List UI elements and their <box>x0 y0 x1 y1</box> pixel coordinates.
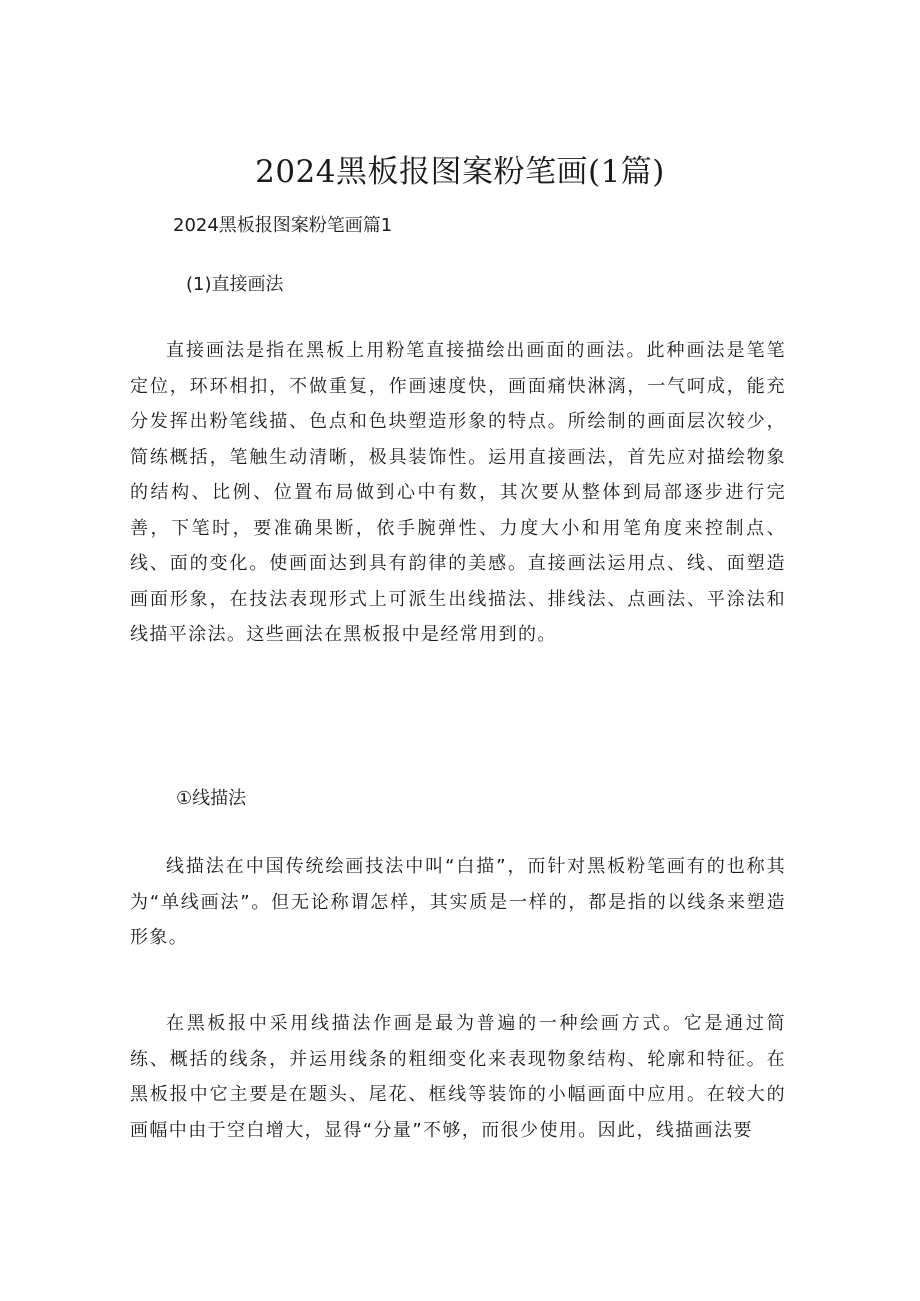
subheading-direct-method: (1)直接画法 <box>186 274 284 295</box>
paragraph-line-drawing-intro: 线描法在中国传统绘画技法中叫“白描”，而针对黑板粉笔画有的也称其为“单线画法”。但无论称谓怎样，其实质是一样的，都是指的以线条来塑造形象。 <box>130 856 786 948</box>
section-heading: 2024黑板报图案粉笔画篇1 <box>173 215 393 236</box>
paragraph-line-drawing-usage: 在黑板报中采用线描法作画是最为普遍的一种绘画方式。它是通过简练、概括的线条，并运用线条的粗细变化来表现物象结构、轮廓和特征。在黑板报中它主要是在题头、尾花、框线等装饰的小幅画面中应用。在较大的画幅中由于空白增大，显得“分量”不够，而很少使用。因此，线描画法要 <box>130 1013 786 1141</box>
subheading-line-drawing: ①线描法 <box>176 788 247 809</box>
paragraph-direct-method: 直接画法是指在黑板上用粉笔直接描绘出画面的画法。此种画法是笔笔定位，环环相扣，不做重复，作画速度快，画面痛快淋漓，一气呵成，能充分发挥出粉笔线描、色点和色块塑造形象的特点。所绘制的画面层次较少，简练概括，笔触生动清晰，极具装饰性。运用直接画法，首先应对描绘物象的结构、比例、位置布局做到心中有数，其次要从整体到局部逐步进行完善，下笔时，要准确果断，依手腕弹性、力度大小和用笔角度来控制点、线、面的变化。使画面达到具有韵律的美感。直接画法运用点、线、面塑造画面形象，在技法表现形式上可派生出线描法、排线法、点画法、平涂法和线描平涂法。这些画法在黑板报中是经常用到的。 <box>130 340 786 645</box>
document-title: 2024黑板报图案粉笔画(1篇) <box>255 154 665 190</box>
